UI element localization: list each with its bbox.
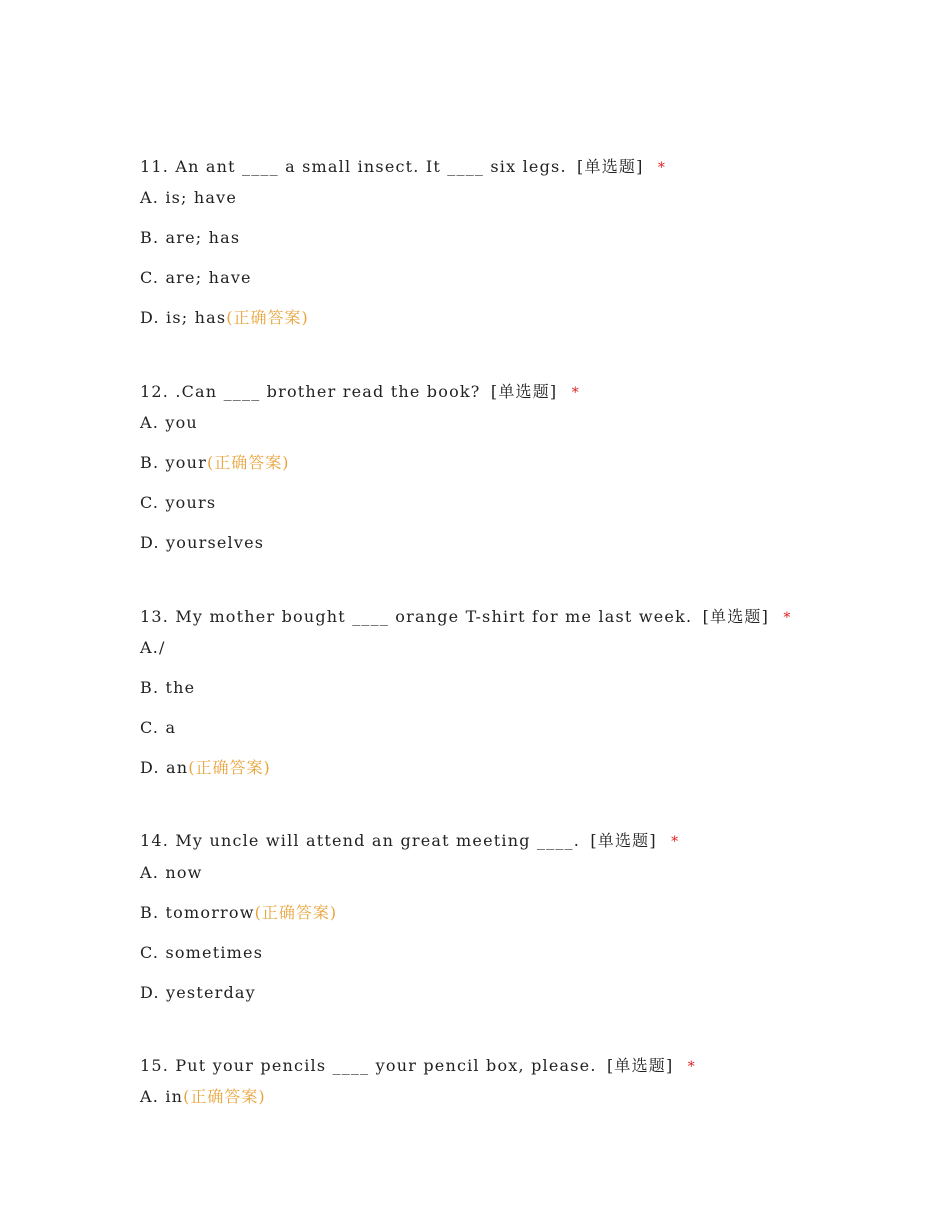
- question-15: [140, 1055, 920, 1106]
- question-text: 13. My mother bought ____ orange T-shirt for me last week.: [140, 607, 693, 626]
- required-asterisk: *: [783, 610, 792, 626]
- option-c[interactable]: [140, 717, 176, 739]
- question-14: [140, 830, 920, 1002]
- required-asterisk: *: [657, 160, 667, 176]
- required-asterisk: *: [687, 1059, 696, 1075]
- question-11: [140, 156, 920, 327]
- option-label: D. is; has: [140, 308, 227, 327]
- option-label: C. sometimes: [140, 943, 264, 962]
- question-type-tag: [单选题]: [606, 1056, 674, 1075]
- question-title: [140, 156, 920, 179]
- option-a[interactable]: [140, 412, 198, 434]
- option-label: A. is; have: [140, 188, 238, 207]
- question-text: 11. An ant ____ a small insect. It ____ six legs.: [140, 157, 567, 176]
- option-a[interactable]: [140, 637, 166, 659]
- option-label: A. now: [140, 863, 203, 882]
- option-label: D. yesterday: [140, 983, 256, 1002]
- required-asterisk: *: [671, 834, 680, 850]
- required-asterisk: *: [571, 385, 580, 401]
- question-type-tag: [单选题]: [702, 607, 770, 626]
- option-label: C. a: [140, 718, 177, 737]
- question-type-tag: [单选题]: [490, 382, 558, 401]
- option-b[interactable]: [140, 677, 195, 699]
- option-label: B. the: [140, 678, 196, 697]
- question-title: [140, 606, 920, 629]
- option-d[interactable]: [140, 307, 309, 329]
- question-12: [140, 381, 920, 552]
- question-text: 12. .Can ____ brother read the book?: [140, 382, 481, 401]
- question-13: [140, 606, 920, 777]
- option-label: C. are; have: [140, 268, 252, 287]
- question-type-tag: [单选题]: [590, 831, 657, 850]
- question-text: 15. Put your pencils ____ your pencil box, please.: [140, 1056, 597, 1075]
- option-a[interactable]: [140, 187, 237, 209]
- correct-answer-note: (正确答案): [206, 453, 290, 472]
- correct-answer-note: (正确答案): [183, 1087, 266, 1106]
- option-d[interactable]: [140, 982, 256, 1004]
- question-title: [140, 1055, 920, 1078]
- question-text: 14. My uncle will attend an great meeting ____.: [140, 831, 581, 850]
- option-b[interactable]: [140, 227, 240, 249]
- option-label: A./: [140, 638, 166, 657]
- option-c[interactable]: [140, 492, 216, 514]
- option-d[interactable]: [140, 532, 264, 554]
- option-label: B. tomorrow: [140, 903, 255, 922]
- option-label: B. your: [140, 453, 207, 472]
- option-label: C. yours: [140, 493, 217, 512]
- option-c[interactable]: [140, 267, 252, 289]
- correct-answer-note: (正确答案): [226, 308, 309, 327]
- option-d[interactable]: [140, 757, 271, 779]
- option-label: A. you: [140, 413, 198, 432]
- option-label: D. yourselves: [140, 533, 265, 552]
- option-b[interactable]: [140, 452, 289, 474]
- option-b[interactable]: [140, 902, 337, 924]
- option-c[interactable]: [140, 942, 263, 964]
- question-title: [140, 830, 920, 853]
- correct-answer-note: (正确答案): [188, 758, 271, 777]
- correct-answer-note: (正确答案): [254, 903, 338, 922]
- question-type-tag: [单选题]: [577, 157, 644, 176]
- option-label: B. are; has: [140, 228, 241, 247]
- option-a[interactable]: [140, 862, 203, 884]
- option-a[interactable]: [140, 1086, 266, 1108]
- option-label: A. in: [140, 1087, 184, 1106]
- question-title: [140, 381, 920, 404]
- option-label: D. an: [140, 758, 189, 777]
